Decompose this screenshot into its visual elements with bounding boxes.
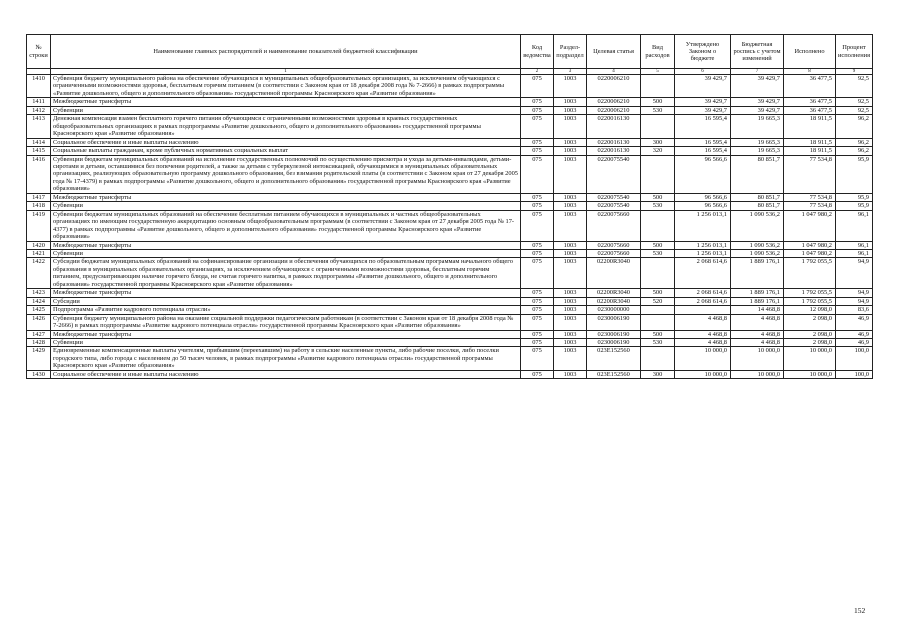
row-dept-code: 075 [521, 347, 554, 370]
row-approved: 39 429,7 [675, 75, 731, 98]
row-percent: 83,6 [836, 306, 873, 314]
row-percent: 100,0 [836, 370, 873, 378]
row-number: 1421 [27, 249, 51, 257]
row-name: Субвенции [51, 249, 521, 257]
row-name: Субвенции [51, 202, 521, 210]
row-target-article: 0230006190 [587, 330, 641, 338]
row-number: 1419 [27, 210, 51, 241]
row-dept-code: 075 [521, 75, 554, 98]
row-section: 1003 [554, 370, 587, 378]
row-name: Субвенция бюджету муниципального района на оказание социальной поддержки педагогическим работникам (в соответствии с Законом края от 18 декабря 2008 года № 7-2666) в рамках подпрограммы «Развитие кадрового потенциала отрасли» государственной программы Красноярского края «Развитие образования» [51, 314, 521, 330]
row-budget-list: 1 889 176,1 [731, 289, 784, 297]
header-exp-type: Вид расходов [641, 35, 675, 69]
row-budget-list: 80 851,7 [731, 155, 784, 193]
col-number: 1 [51, 69, 521, 75]
row-budget-list: 1 090 536,2 [731, 210, 784, 241]
row-executed: 1 792 055,5 [784, 289, 836, 297]
row-name: Подпрограмма «Развитие кадрового потенциала отрасли» [51, 306, 521, 314]
row-expense-type [641, 155, 675, 193]
row-budget-list: 4 468,8 [731, 314, 784, 330]
col-number: 5 [641, 69, 675, 75]
row-executed: 18 911,5 [784, 147, 836, 155]
row-target-article: 0220016130 [587, 138, 641, 146]
row-budget-list: 1 090 536,2 [731, 241, 784, 249]
row-approved: 1 256 013,1 [675, 249, 731, 257]
row-approved: 16 595,4 [675, 138, 731, 146]
row-section: 1003 [554, 330, 587, 338]
row-dept-code: 075 [521, 147, 554, 155]
row-dept-code: 075 [521, 155, 554, 193]
table-row [27, 330, 873, 338]
row-dept-code: 075 [521, 98, 554, 106]
row-name: Субвенции бюджетам муниципальных образований на исполнение государственных полномочий по осуществлению присмотра и ухода за детьми-инвалидами, детьми-сиротами и детьми, оставшимися без попечения родителей, а также за детьми с туберкулезной интоксикацией, обучающимися в муниципальных образовательных организациях, реализующих образовательную программу дошкольного образования, без взимания родительской платы (в соответствии с Законом края от 27 декабря 2005 года № 17-4379) в рамках подпрограммы «Развитие дошкольного, общего и дополнительного образования» государственной программы Красноярского края «Развитие образования» [51, 155, 521, 193]
row-approved: 96 566,6 [675, 155, 731, 193]
table-row [27, 306, 873, 314]
col-number: 3 [554, 69, 587, 75]
row-dept-code: 075 [521, 370, 554, 378]
row-budget-list: 4 468,8 [731, 338, 784, 346]
row-executed: 1 792 055,5 [784, 297, 836, 305]
row-percent: 94,9 [836, 297, 873, 305]
row-number: 1423 [27, 289, 51, 297]
row-section: 1003 [554, 338, 587, 346]
header-percent: Процент исполнения [836, 35, 873, 69]
row-name: Субсидии бюджетам муниципальных образований на софинансирование организации и обеспечения обучающихся по образовательным программам начального общего образования в муниципальных образовательных организациях, за исключением обучающихся с ограниченными возможностями здоровья, бесплатным горячим питанием, предусматривающим наличие горячего блюда, не считая горячего напитка, в рамках подпрограммы «Развитие дошкольного, общего и дополнительного образования» государственной программы Красноярского края «Развитие образования» [51, 258, 521, 289]
row-expense-type [641, 306, 675, 314]
row-expense-type [641, 347, 675, 370]
row-section: 1003 [554, 297, 587, 305]
row-target-article: 023Е152560 [587, 347, 641, 370]
row-approved: 39 429,7 [675, 98, 731, 106]
row-executed: 1 047 980,2 [784, 210, 836, 241]
row-approved: 4 468,8 [675, 338, 731, 346]
row-expense-type [641, 210, 675, 241]
row-target-article: 023Е152560 [587, 370, 641, 378]
table-row [27, 138, 873, 146]
table-row [27, 106, 873, 114]
row-executed: 36 477,5 [784, 106, 836, 114]
row-budget-list: 19 665,3 [731, 115, 784, 138]
header-executed: Исполнено [784, 35, 836, 69]
row-dept-code: 075 [521, 258, 554, 289]
row-executed: 10 000,0 [784, 370, 836, 378]
row-approved: 1 256 013,1 [675, 210, 731, 241]
row-target-article: 02200R3040 [587, 258, 641, 289]
row-executed: 2 098,0 [784, 314, 836, 330]
row-approved: 4 468,8 [675, 314, 731, 330]
row-executed: 12 098,0 [784, 306, 836, 314]
row-approved: 2 068 614,6 [675, 297, 731, 305]
row-name: Социальное обеспечение и иные выплаты населению [51, 370, 521, 378]
row-section: 1003 [554, 115, 587, 138]
header-name: Наименование главных распорядителей и наименование показателей бюджетной классификации [51, 35, 521, 69]
row-name: Субвенция бюджету муниципального района на обеспечение обучающихся в муниципальных общеобразовательных организациях, за исключением обучающихся с ограниченными возможностями здоровья, бесплатным горячим питанием (в соответствии с Законом края от 18 декабря 2008 года № 7-2666) в рамках подпрограммы «Развитие дошкольного, общего и дополнительного образования» государственной программы Красноярского края «Развитие образования» [51, 75, 521, 98]
row-percent: 92,5 [836, 98, 873, 106]
budget-execution-table [26, 34, 873, 379]
row-budget-list: 4 468,8 [731, 330, 784, 338]
row-number: 1415 [27, 147, 51, 155]
row-percent: 100,0 [836, 347, 873, 370]
row-dept-code: 075 [521, 297, 554, 305]
row-expense-type: 520 [641, 297, 675, 305]
row-dept-code: 075 [521, 306, 554, 314]
row-section: 1003 [554, 75, 587, 98]
row-expense-type [641, 314, 675, 330]
row-budget-list: 19 665,3 [731, 147, 784, 155]
col-number: 9 [836, 69, 873, 75]
row-dept-code: 075 [521, 193, 554, 201]
row-name: Единовременные компенсационные выплаты учителям, прибывшим (переехавшим) на работу в сельские населенные пункты, либо рабочие поселки, либо поселки городского типа, либо города с населением до 50 тысяч человек, в рамках подпрограммы «Развитие кадрового потенциала отрасли» государственной программы Красноярского края «Развитие образования» [51, 347, 521, 370]
row-expense-type: 530 [641, 202, 675, 210]
row-executed: 1 047 980,2 [784, 241, 836, 249]
row-percent: 95,9 [836, 202, 873, 210]
row-expense-type: 500 [641, 241, 675, 249]
row-approved: 16 595,4 [675, 115, 731, 138]
col-number: 7 [731, 69, 784, 75]
row-budget-list: 39 429,7 [731, 106, 784, 114]
row-target-article: 0220075540 [587, 202, 641, 210]
col-number: 2 [521, 69, 554, 75]
row-number: 1418 [27, 202, 51, 210]
row-number: 1424 [27, 297, 51, 305]
row-target-article: 0230000000 [587, 306, 641, 314]
table-row [27, 347, 873, 370]
row-dept-code: 075 [521, 249, 554, 257]
row-section: 1003 [554, 314, 587, 330]
row-executed: 2 098,0 [784, 330, 836, 338]
row-number: 1427 [27, 330, 51, 338]
row-approved: 2 068 614,6 [675, 258, 731, 289]
row-budget-list: 1 090 536,2 [731, 249, 784, 257]
row-number: 1414 [27, 138, 51, 146]
row-expense-type [641, 115, 675, 138]
row-percent: 92,5 [836, 75, 873, 98]
row-budget-list: 1 889 176,1 [731, 297, 784, 305]
row-target-article: 0230006190 [587, 338, 641, 346]
row-budget-list: 10 000,0 [731, 370, 784, 378]
row-target-article: 0220075540 [587, 193, 641, 201]
table-row [27, 370, 873, 378]
row-section: 1003 [554, 258, 587, 289]
row-dept-code: 075 [521, 241, 554, 249]
row-number: 1416 [27, 155, 51, 193]
table-row [27, 314, 873, 330]
row-dept-code: 075 [521, 330, 554, 338]
row-dept-code: 075 [521, 106, 554, 114]
table-row [27, 249, 873, 257]
row-budget-list: 10 000,0 [731, 347, 784, 370]
row-name: Социальное обеспечение и иные выплаты населению [51, 138, 521, 146]
row-budget-list: 39 429,7 [731, 75, 784, 98]
table-row [27, 210, 873, 241]
row-dept-code: 075 [521, 314, 554, 330]
row-approved: 10 000,0 [675, 370, 731, 378]
row-approved: 4 468,8 [675, 330, 731, 338]
row-percent: 96,1 [836, 241, 873, 249]
row-approved [675, 306, 731, 314]
row-number: 1429 [27, 347, 51, 370]
row-expense-type: 500 [641, 330, 675, 338]
col-number: 6 [675, 69, 731, 75]
header-budget-list: Бюджетная роспись с учетом изменений [731, 35, 784, 69]
table-row [27, 98, 873, 106]
row-section: 1003 [554, 202, 587, 210]
row-budget-list: 14 468,8 [731, 306, 784, 314]
header-dept: Код ведомства [521, 35, 554, 69]
row-section: 1003 [554, 106, 587, 114]
row-number: 1410 [27, 75, 51, 98]
row-section: 1003 [554, 249, 587, 257]
row-percent: 46,9 [836, 330, 873, 338]
row-percent: 96,2 [836, 115, 873, 138]
header-approved: Утверждено Законом о бюджете [675, 35, 731, 69]
row-name: Денежная компенсация взамен бесплатного горячего питания обучающимся с ограниченными возможностями здоровья в краевых государственных общеобразовательных организациях в рамках подпрограммы «Развитие дошкольного, общего и дополнительного образования» государственной программы Красноярского края «Развитие образования» [51, 115, 521, 138]
row-percent: 95,9 [836, 193, 873, 201]
row-approved: 2 068 614,6 [675, 289, 731, 297]
row-dept-code: 075 [521, 338, 554, 346]
row-name: Субвенции [51, 106, 521, 114]
row-expense-type: 500 [641, 98, 675, 106]
row-executed: 77 534,8 [784, 193, 836, 201]
row-percent: 96,2 [836, 138, 873, 146]
row-expense-type: 500 [641, 289, 675, 297]
row-target-article: 0230006190 [587, 314, 641, 330]
page-number: 152 [854, 606, 866, 615]
row-number: 1411 [27, 98, 51, 106]
row-section: 1003 [554, 98, 587, 106]
table-row [27, 338, 873, 346]
table-row [27, 241, 873, 249]
row-executed: 36 477,5 [784, 75, 836, 98]
row-target-article: 02200R3040 [587, 297, 641, 305]
row-expense-type: 500 [641, 193, 675, 201]
row-number: 1430 [27, 370, 51, 378]
row-approved: 96 566,6 [675, 193, 731, 201]
row-approved: 16 595,4 [675, 147, 731, 155]
row-executed: 77 534,8 [784, 202, 836, 210]
row-target-article: 0220016130 [587, 115, 641, 138]
row-percent: 95,9 [836, 155, 873, 193]
row-target-article: 0220075660 [587, 210, 641, 241]
row-percent: 46,9 [836, 338, 873, 346]
col-number: 4 [587, 69, 641, 75]
header-row [27, 35, 873, 69]
table-row [27, 289, 873, 297]
row-dept-code: 075 [521, 210, 554, 241]
row-budget-list: 19 665,3 [731, 138, 784, 146]
row-target-article: 0220006210 [587, 75, 641, 98]
row-number: 1412 [27, 106, 51, 114]
col-number: 8 [784, 69, 836, 75]
budget-table-sheet [26, 34, 872, 379]
row-section: 1003 [554, 147, 587, 155]
table-row [27, 147, 873, 155]
row-name: Межбюджетные трансферты [51, 98, 521, 106]
table-row [27, 193, 873, 201]
row-name: Межбюджетные трансферты [51, 193, 521, 201]
row-section: 1003 [554, 210, 587, 241]
row-expense-type: 300 [641, 370, 675, 378]
row-section: 1003 [554, 241, 587, 249]
row-number: 1426 [27, 314, 51, 330]
row-expense-type: 530 [641, 338, 675, 346]
row-executed: 10 000,0 [784, 347, 836, 370]
row-expense-type [641, 258, 675, 289]
row-budget-list: 1 889 176,1 [731, 258, 784, 289]
row-approved: 1 256 013,1 [675, 241, 731, 249]
row-expense-type: 530 [641, 106, 675, 114]
row-executed: 36 477,5 [784, 98, 836, 106]
row-percent: 96,2 [836, 147, 873, 155]
row-target-article: 0220006210 [587, 98, 641, 106]
row-name: Субсидии [51, 297, 521, 305]
row-percent: 46,9 [836, 314, 873, 330]
row-expense-type: 530 [641, 249, 675, 257]
header-section: Раздел-подраздел [554, 35, 587, 69]
row-number: 1425 [27, 306, 51, 314]
row-dept-code: 075 [521, 138, 554, 146]
table-body [27, 75, 873, 379]
row-section: 1003 [554, 289, 587, 297]
table-row [27, 115, 873, 138]
row-dept-code: 075 [521, 289, 554, 297]
row-dept-code: 075 [521, 202, 554, 210]
row-name: Межбюджетные трансферты [51, 330, 521, 338]
row-percent: 94,9 [836, 289, 873, 297]
row-section: 1003 [554, 138, 587, 146]
row-target-article: 0220006210 [587, 106, 641, 114]
row-budget-list: 80 851,7 [731, 202, 784, 210]
row-percent: 92,5 [836, 106, 873, 114]
row-expense-type: 300 [641, 138, 675, 146]
header-row-no: № строки [27, 35, 51, 69]
row-name: Субвенции бюджетам муниципальных образований на обеспечение бесплатным питанием обучающихся в муниципальных и частных общеобразовательных организациях по имеющим государственную аккредитацию основным общеобразовательным программам (в соответствии с Законом края от 27 декабря 2005 года № 17-4377) в рамках подпрограммы «Развитие дошкольного, общего и дополнительного образования» государственной программы Красноярского края «Развитие образования» [51, 210, 521, 241]
row-approved: 96 566,6 [675, 202, 731, 210]
row-number: 1422 [27, 258, 51, 289]
row-percent: 96,1 [836, 210, 873, 241]
table-row [27, 297, 873, 305]
row-executed: 18 911,5 [784, 138, 836, 146]
row-expense-type: 320 [641, 147, 675, 155]
row-executed: 18 911,5 [784, 115, 836, 138]
row-number: 1413 [27, 115, 51, 138]
row-target-article: 0220075660 [587, 241, 641, 249]
row-approved: 39 429,7 [675, 106, 731, 114]
table-row [27, 258, 873, 289]
row-section: 1003 [554, 155, 587, 193]
row-target-article: 0220075660 [587, 249, 641, 257]
table-row [27, 75, 873, 98]
row-percent: 96,1 [836, 249, 873, 257]
table-row [27, 202, 873, 210]
table-row [27, 155, 873, 193]
row-section: 1003 [554, 306, 587, 314]
row-executed: 1 047 980,2 [784, 249, 836, 257]
row-executed: 2 098,0 [784, 338, 836, 346]
row-number: 1420 [27, 241, 51, 249]
row-percent: 94,9 [836, 258, 873, 289]
row-name: Межбюджетные трансферты [51, 289, 521, 297]
row-number: 1428 [27, 338, 51, 346]
row-executed: 77 534,8 [784, 155, 836, 193]
row-dept-code: 075 [521, 115, 554, 138]
row-budget-list: 39 429,7 [731, 98, 784, 106]
row-number: 1417 [27, 193, 51, 201]
row-approved: 10 000,0 [675, 347, 731, 370]
row-target-article: 02200R3040 [587, 289, 641, 297]
row-executed: 1 792 055,5 [784, 258, 836, 289]
row-target-article: 0220075540 [587, 155, 641, 193]
row-budget-list: 80 851,7 [731, 193, 784, 201]
row-section: 1003 [554, 347, 587, 370]
header-target: Целевая статья [587, 35, 641, 69]
row-section: 1003 [554, 193, 587, 201]
row-name: Субвенции [51, 338, 521, 346]
row-name: Социальные выплаты гражданам, кроме публичных нормативных социальных выплат [51, 147, 521, 155]
row-expense-type [641, 75, 675, 98]
row-name: Межбюджетные трансферты [51, 241, 521, 249]
row-target-article: 0220016130 [587, 147, 641, 155]
